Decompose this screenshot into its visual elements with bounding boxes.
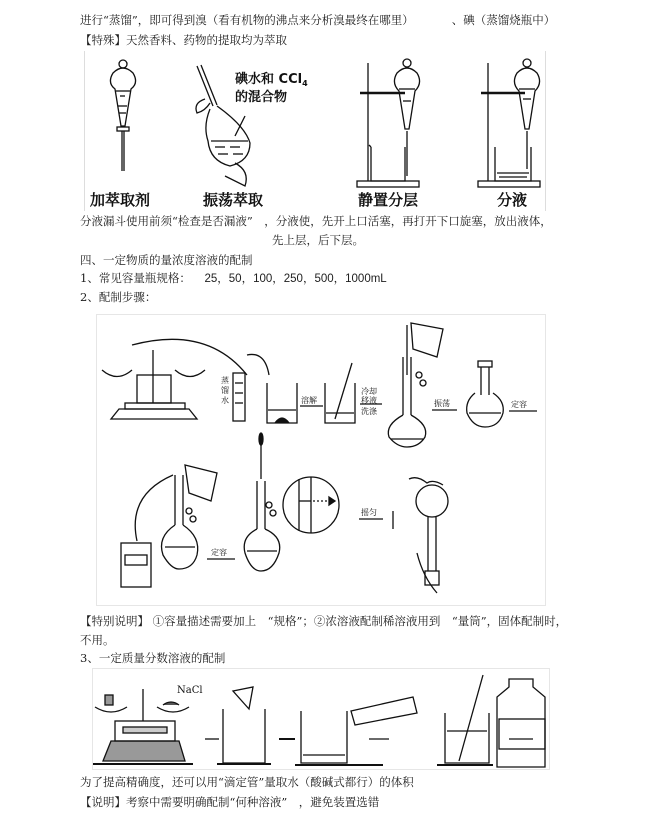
text-line-steps-label: 2、配制步骤： — [80, 290, 157, 304]
label-nacl: NaCl — [177, 685, 203, 696]
mass-steps-illustration — [93, 669, 549, 769]
label-shake-uniform: 摇匀 — [361, 508, 377, 517]
distillation-text: 进行“蒸馏”，即可得到溴（看有机物的沸点来分析溴最终在哪里） — [80, 13, 414, 27]
flask-sizes-label: 1、常见容量瓶规格： — [80, 271, 191, 285]
mixture-label-2: 的混合物 — [235, 90, 288, 105]
label-fix-volume-bottom: 定容 — [211, 548, 227, 557]
iodine-text: 、碘（蒸馏烧瓶中） — [451, 13, 556, 27]
text-line-precision: 为了提高精确度，还可以用“滴定管”量取水（酸碱式都行）的体积 — [80, 775, 414, 789]
text-line-special-note-cont: 不用。 — [80, 633, 115, 647]
figure-mass-fraction-steps — [92, 668, 550, 770]
label-transfer: 移液 — [361, 396, 377, 405]
caption-stand-separate: 静置分层 — [358, 191, 419, 209]
label-cool: 冷却 — [361, 387, 377, 396]
caption-separate-liquid: 分液 — [497, 191, 528, 209]
mixture-label-1: 碘水和 CCl$_4$ — [235, 72, 308, 88]
extraction-illustration — [85, 51, 545, 211]
label-distilled-water-2: 馏 — [221, 386, 229, 395]
text-line-distillation — [80, 12, 555, 28]
section-title-mass-fraction: 3、一定质量分数溶液的配制 — [80, 651, 226, 665]
text-line-layer-order: 先上层，后下层。 — [272, 233, 364, 247]
figure-extraction — [84, 51, 546, 211]
label-shake: 振荡 — [434, 399, 450, 408]
figure-molar-solution-steps — [96, 314, 546, 606]
label-distilled-water-1: 蒸 — [221, 376, 229, 385]
section-title-molar-solution: 四、一定物质的量浓度溶液的配制 — [80, 253, 253, 267]
text-line-special: 【特殊】天然香料、药物的提取均为萃取 — [80, 33, 287, 47]
flask-sizes-values: 25，50，100，250，500，1000mL — [204, 273, 387, 285]
text-line-explanation: 【说明】考察中需要明确配制“何种溶液” ，避免装置选错 — [80, 795, 380, 809]
label-wash: 洗涤 — [361, 407, 377, 416]
molar-step-labels — [211, 375, 527, 557]
text-line-funnel-usage: 分液漏斗使用前须“检查是否漏液” ，分液使，先开上口活塞，再打开下口旋塞，放出液体， — [80, 214, 552, 228]
text-line-special-note: 【特别说明】 ①容量描述需要加上 “规格”；②浓溶液配制稀溶液用到 “量筒”，固体配制时， — [80, 614, 568, 628]
caption-add-extractant: 加萃取剂 — [90, 191, 151, 209]
caption-shake-extract: 振荡萃取 — [203, 191, 264, 209]
label-dissolve: 溶解 — [301, 396, 317, 405]
label-distilled-water-3: 水 — [221, 396, 229, 405]
label-fix-volume-top: 定容 — [511, 400, 527, 409]
molar-steps-illustration — [97, 315, 545, 605]
text-line-flask-sizes — [80, 270, 387, 287]
